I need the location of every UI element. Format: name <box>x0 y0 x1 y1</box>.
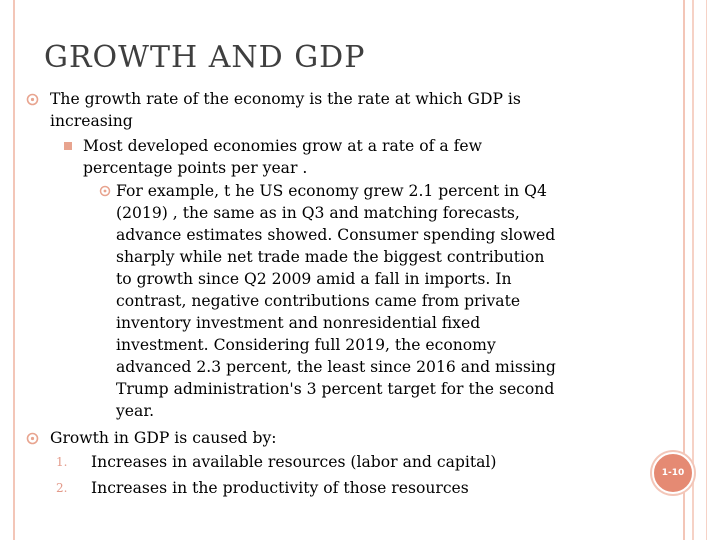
page-number-badge <box>652 452 694 494</box>
bullet-text: percentage points per year . <box>83 159 308 177</box>
right-decor-rail-2 <box>692 0 694 540</box>
bullet-circle-icon <box>26 93 39 106</box>
bullet-text: increasing <box>50 112 133 130</box>
bullet-square-icon <box>63 141 73 151</box>
bullet-text: advance estimates showed. Consumer spending slowed <box>116 226 556 244</box>
bullet-circle-icon <box>99 185 111 197</box>
bullet-text: For example, t he US economy grew 2.1 percent in Q4 <box>116 182 547 200</box>
bullet-text: year. <box>116 402 155 420</box>
bullet-circle-icon <box>26 432 39 445</box>
list-number: 2. <box>56 481 68 495</box>
bullet-text: contrast, negative contributions came from private <box>116 292 521 310</box>
slide-title: GROWTH AND GDP <box>44 40 366 75</box>
bullet-text: Trump administration's 3 percent target for the second <box>116 380 555 398</box>
list-number: 1. <box>56 455 68 469</box>
bullet-text: inventory investment and nonresidential fixed <box>116 314 481 332</box>
bullet-text: Growth in GDP is caused by: <box>50 429 277 447</box>
bullet-text: investment. Considering full 2019, the economy <box>116 336 496 354</box>
bullet-text: to growth since Q2 2009 amid a fall in imports. In <box>116 270 512 288</box>
bullet-text: (2019) , the same as in Q3 and matching forecasts, <box>116 204 520 222</box>
left-decor-rail <box>13 0 15 540</box>
bullet-text: advanced 2.3 percent, the least since 2016 and missing <box>116 358 556 376</box>
right-decor-rail-3 <box>706 0 707 540</box>
list-item: Increases in available resources (labor and capital) <box>91 453 497 471</box>
page-number: 1-10 <box>661 468 685 478</box>
bullet-text: The growth rate of the economy is the rate at which GDP is <box>50 90 521 108</box>
bullet-text: Most developed economies grow at a rate of a few <box>83 137 482 155</box>
list-item: Increases in the productivity of those resources <box>91 479 469 497</box>
bullet-text: sharply while net trade made the biggest contribution <box>116 248 545 266</box>
